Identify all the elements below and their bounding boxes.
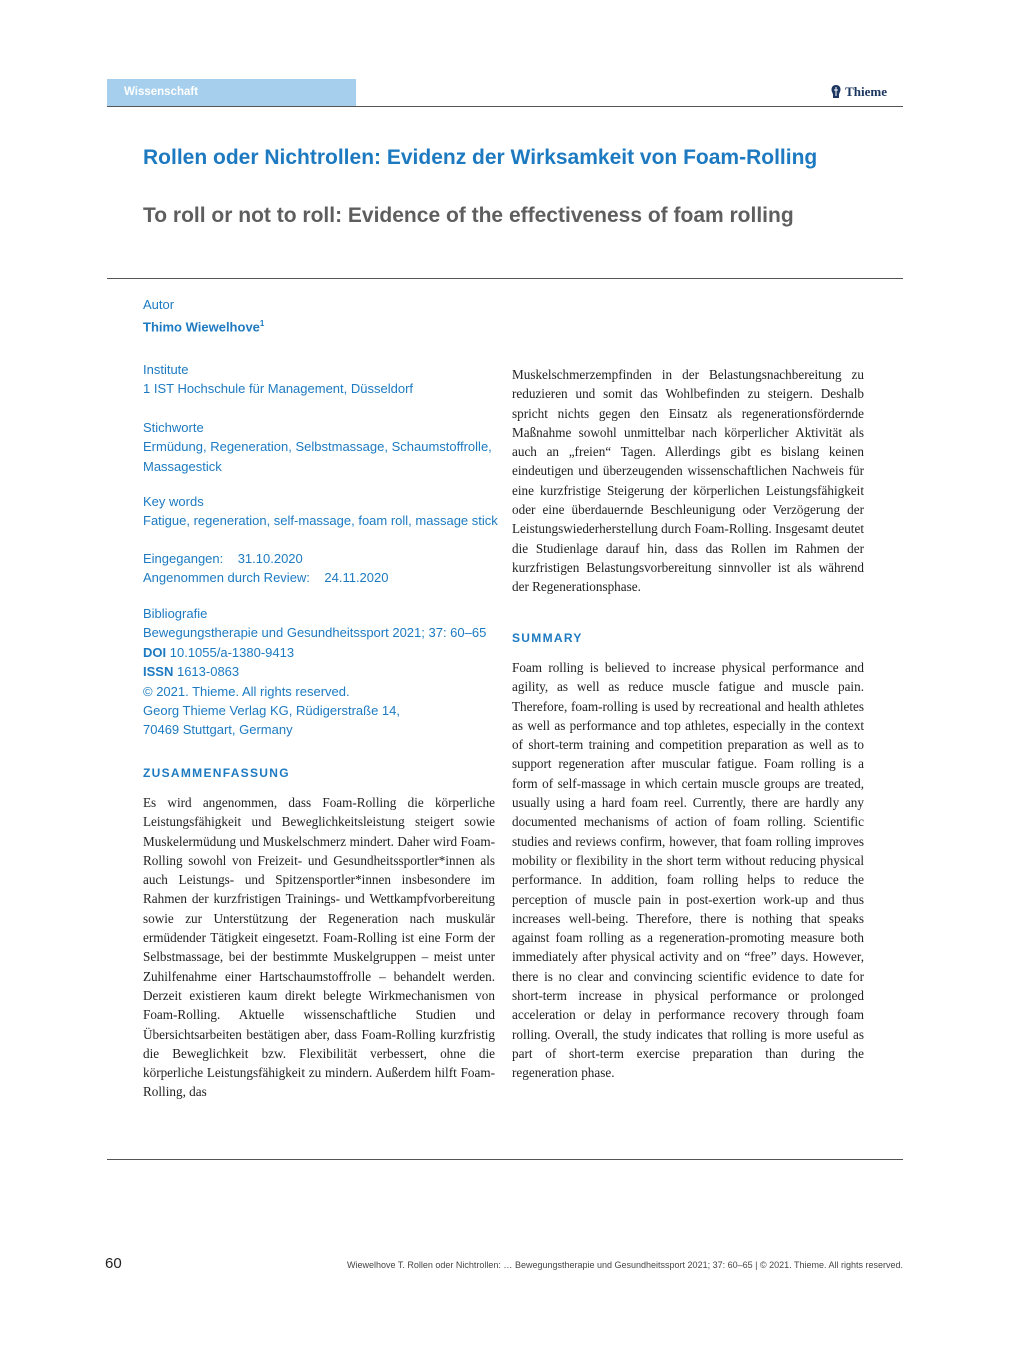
received-line — [143, 549, 498, 568]
page-number: 60 — [105, 1255, 122, 1272]
bibliography-block — [143, 604, 498, 740]
institute-block — [143, 360, 498, 399]
copyright-line: © 2021. Thieme. All rights reserved. — [143, 683, 350, 699]
author-label: Autor — [143, 297, 175, 312]
keywords-en-block — [143, 492, 498, 531]
content-divider — [107, 1159, 903, 1160]
issn-label: ISSN — [143, 664, 174, 680]
keywords-de-block — [143, 418, 498, 476]
received-label: Eingegangen: — [143, 551, 224, 566]
publisher-city-line: 70469 Stuttgart, Germany — [143, 722, 293, 738]
received-date: 31.10.2020 — [237, 551, 303, 566]
summary-text: Foam rolling is believed to increase physical performance and agility, as well as reduce muscle fatigue and muscle pain. Therefore, foam-rolling is used by recreational and health athletes as well as performance and top athletes, especially in the context of short-term training and competition preparation as well as to support regeneration after muscular fatigue. Foam rolling is a form of self-massage in which certain muscle groups are treated, usually using a hard foam reel. Currently, there are hardly any documented mechanisms of action of foam rolling. Scientific studies and reviews confirm, however, that foam rolling improves mobility or flexibility in the short term without reducing physical performance. In addition, foam rolling helps to reduce the perception of muscle pain in post-exertion work-up and thus increases well-being. Therefore, there is nothing that speaks against foam rolling as a regeneration-promoting measure both immediately after physical activity and on “free” days. However, there is no clear and convincing scientific evidence to date for short-term increase in physical performance or prolonged acceleration or delay in performance recovery through foam rolling. Overall, the study indicates that rolling is more useful as part of short-term exercise preparation than during the regeneration phase. — [512, 660, 864, 1081]
section-tag: Wissenschaft — [107, 79, 356, 106]
dates-block — [143, 549, 498, 588]
zusammenfassung-section — [143, 766, 495, 1102]
header-rule — [107, 106, 903, 107]
zusammenfassung-text: Es wird angenommen, dass Foam-Rolling die körperliche Leistungsfähigkeit und Beweglichkeitsleistung steigert sowie Muskelermüdung und Muskelschmerz mindert. Daher wird Foam-Rolling sowohl von Freizeit- und Gesundheitssportler*innen als auch Leistungs- und Spitzensportler*innen insbesondere im Rahmen der kurzfristigen Trainings- und Wettkampfvorbereitung sowie zur Unterstützung der Regeneration nach muskulär ermüdender Tätigkeit eingesetzt. Foam-Rolling ist eine Form der Selbstmassage, bei der bestimmte Muskelgruppen – meist unter Zuhilfenahme einer Hartschaumstoffrolle – behandelt werden. Derzeit existieren kaum direkt belegte Wirkmechanismen von Foam-Rolling. Aktuelle wissenschaftliche Studien und Übersichtsarbeiten bestätigen aber, dass Foam-Rolling kurzfristig die Beweglichkeit bzw. Flexibilität verbessert, ohne die körperliche Leistungsfähigkeit zu mindern. Außerdem hilft Foam-Rolling, das — [143, 795, 495, 1100]
keywords-de-text: Ermüdung, Regeneration, Selbstmassage, Schaumstoffrolle, Massagestick — [143, 439, 492, 474]
accepted-line — [143, 568, 498, 587]
author-name: Thimo Wiewelhove — [143, 319, 260, 335]
author-block — [143, 295, 498, 337]
summary-heading: SUMMARY — [512, 631, 583, 645]
author-affiliation-mark: 1 — [259, 319, 265, 329]
zusammenfassung-heading: ZUSAMMENFASSUNG — [143, 766, 290, 780]
keywords-en-text: Fatigue, regeneration, self-massage, foam roll, massage stick — [143, 513, 498, 529]
title-divider — [107, 278, 903, 279]
thieme-crest-icon — [830, 84, 842, 100]
title-english: To roll or not to roll: Evidence of the effectiveness of foam rolling — [143, 204, 794, 227]
institute-label: Institute — [143, 362, 189, 377]
author-name-line — [143, 314, 498, 337]
accepted-date: 24.11.2020 — [324, 570, 389, 586]
publisher-logo — [830, 83, 887, 101]
title-german: Rollen oder Nichtrollen: Evidenz der Wirksamkeit von Foam-Rolling — [143, 146, 818, 169]
zusammenfassung-continuation: Muskelschmerzempfinden in der Belastungsnachbereitung zu reduzieren und somit das Wohlbefinden zu steigern. Deshalb spricht nichts gegen den Einsatz als regenerationsfördernde Maßnahme sowohl unmittelbar nach körperlicher Aktivität als auch an „freien“ Tagen. Allerdings gibt es bislang keinen eindeutigen und überzeugenden wissenschaftlichen Nachweis für eine kurzfristige Steigerung der körperlichen Leistungsfähigkeit oder eine überdauernde Beschleunigung oder Verzögerung der Leistungswiederherstellung durch Foam-Rolling. Insgesamt deutet die Studienlage darauf hin, dass das Rollen im Rahmen der kurzfristigen Belastungsvorbereitung sinnvoller ist als während der Regenerationsphase. — [512, 367, 864, 595]
summary-section — [512, 631, 864, 1083]
publisher-name: Thieme — [845, 84, 887, 99]
accepted-label: Angenommen durch Review: — [143, 570, 310, 586]
bibliography-label: Bibliografie — [143, 606, 208, 621]
footer-citation: Wiewelhove T. Rollen oder Nichtrollen: … Bewegungstherapie und Gesundheitssport 2021; 37: 60–65 | © 2021. Thieme. All rights reserved. — [347, 1260, 903, 1270]
keywords-en-label: Key words — [143, 494, 204, 509]
issn-line — [143, 662, 498, 681]
doi-line[interactable] — [143, 643, 498, 662]
journal-citation: Bewegungstherapie und Gesundheitssport 2021; 37: 60–65 — [143, 625, 487, 641]
institute-text: 1 IST Hochschule für Management, Düsseldorf — [143, 381, 414, 397]
doi-label: DOI — [143, 644, 167, 660]
publisher-address-line: Georg Thieme Verlag KG, Rüdigerstraße 14, — [143, 703, 400, 719]
right-column — [512, 365, 864, 597]
doi-value[interactable]: 10.1055/a-1380-9413 — [169, 644, 295, 660]
keywords-de-label: Stichworte — [143, 420, 204, 435]
issn-value: 1613-0863 — [176, 664, 240, 680]
